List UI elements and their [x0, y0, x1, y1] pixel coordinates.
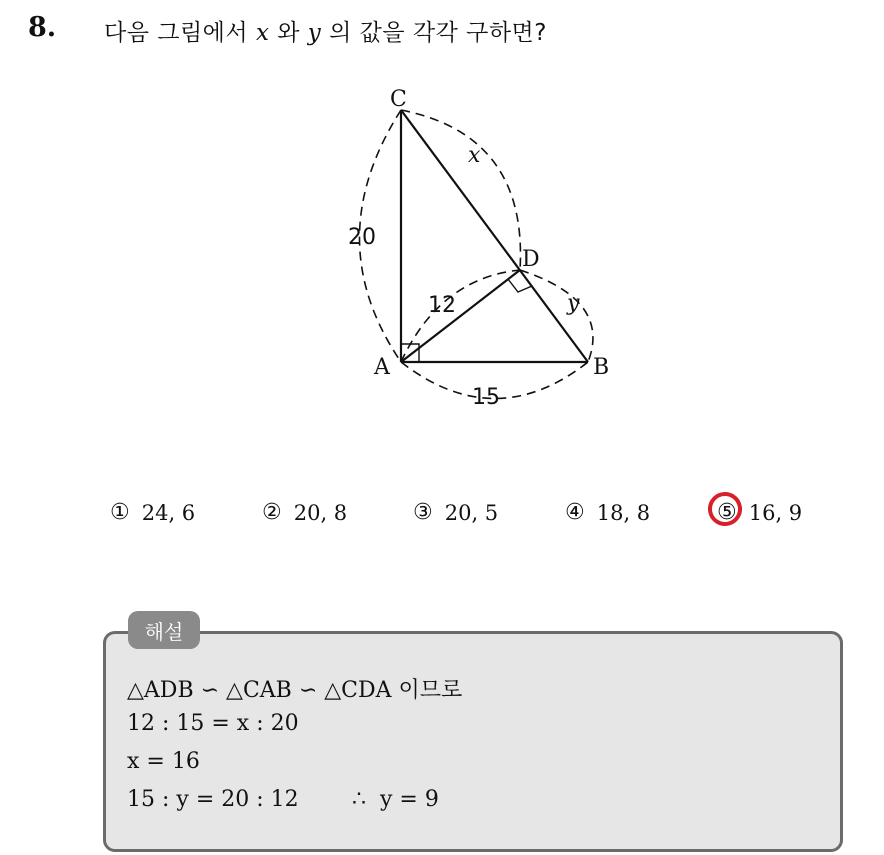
choice-1-value: 24, 6	[141, 500, 196, 525]
choice-3-value: 20, 5	[444, 500, 499, 525]
choice-3-number: ③	[413, 500, 433, 525]
label-x: x	[468, 143, 481, 168]
question-number: 8.	[28, 12, 57, 43]
choice-1[interactable]	[110, 500, 195, 525]
solution-line-1: △ADB ∽ △CAB ∽ △CDA 이므로	[127, 678, 463, 703]
label-a: A	[374, 355, 390, 380]
choice-5-number-text: ⑤	[717, 500, 737, 525]
choice-5-value: 16, 9	[748, 500, 803, 525]
choice-1-number: ①	[110, 500, 130, 525]
choice-5-number	[717, 500, 737, 525]
solution-conclusion: ∴ y = 9	[352, 787, 439, 812]
label-b: B	[593, 355, 610, 380]
question-text-part1: 다음 그림에서	[104, 20, 256, 46]
label-d: D	[522, 247, 540, 272]
side-cb	[401, 110, 588, 362]
choice-4[interactable]	[565, 500, 650, 525]
label-length-ad: 12	[428, 293, 456, 318]
choice-2-value: 20, 8	[293, 500, 348, 525]
label-c: C	[390, 87, 407, 112]
solution-line-2: 12 : 15 = x : 20	[127, 711, 299, 736]
label-y: y	[567, 291, 580, 316]
solution-line-4: 15 : y = 20 : 12	[127, 787, 299, 812]
answer-circle-mark	[705, 489, 745, 529]
choice-3[interactable]	[413, 500, 498, 525]
solution-line-3: x = 16	[127, 749, 200, 774]
choice-5[interactable]	[717, 500, 802, 525]
choice-2-number: ②	[262, 500, 282, 525]
choice-4-value: 18, 8	[596, 500, 651, 525]
answer-choices	[0, 500, 884, 530]
question-text-part2: 와	[269, 20, 308, 46]
question-var-y: y	[307, 20, 322, 46]
choice-4-number: ④	[565, 500, 585, 525]
choice-2[interactable]	[262, 500, 347, 525]
question-text-part3: 의 값을 각각 구하면?	[321, 20, 547, 46]
solution-tab: 해설	[128, 611, 200, 649]
label-length-ac: 20	[348, 225, 376, 250]
solution-box	[103, 631, 843, 852]
question-var-x: x	[255, 20, 270, 46]
label-length-ab: 15	[472, 385, 500, 410]
